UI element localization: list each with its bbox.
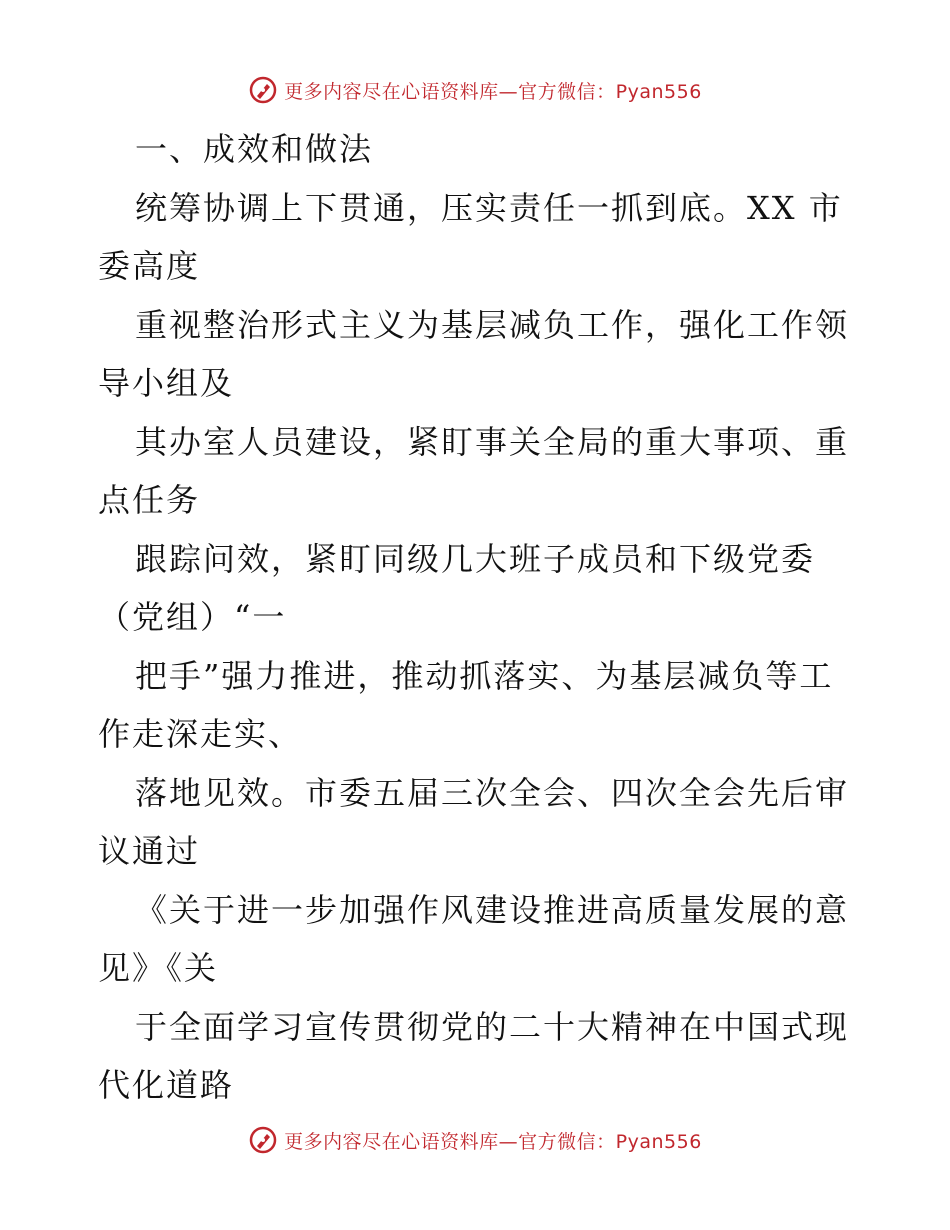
footer-banner — [0, 1120, 950, 1160]
text-line: 跟踪问效，紧盯同级几大班子成员和下级党委 — [135, 539, 816, 578]
text-line: 点任务 — [98, 481, 201, 519]
text-line: 导小组及 — [98, 364, 235, 402]
text-line: 于全面学习宣传贯彻党的二十大精神在中国式现 — [135, 1007, 850, 1046]
text-line: 代化道路 — [98, 1066, 235, 1104]
text-line: 《关于进一步加强作风建设推进高质量发展的意 — [135, 890, 850, 929]
pen-nib-logo-icon — [248, 1125, 278, 1155]
text-line: 议通过 — [98, 832, 201, 870]
header-banner-text: 更多内容尽在心语资料库—官方微信：Pyan556 — [284, 80, 702, 103]
text-line: 其办室人员建设，紧盯事关全局的重大事项、重 — [135, 422, 850, 461]
text-line: 一、成效和做法 — [135, 130, 374, 168]
pen-nib-logo-icon — [248, 75, 278, 105]
header-banner — [0, 70, 950, 110]
text-line: 把手”强力推进，推动抓落实、为基层减负等工 — [135, 656, 834, 695]
text-line: 作走深走实、 — [98, 715, 303, 753]
text-line: （党组）“一 — [98, 598, 287, 636]
text-line: 统筹协调上下贯通，压实责任一抓到底。XX 市 — [135, 188, 843, 227]
text-line: 见》《关 — [98, 949, 219, 987]
text-line: 委高度 — [98, 247, 201, 285]
footer-banner-text: 更多内容尽在心语资料库—官方微信：Pyan556 — [284, 1130, 702, 1153]
text-line: 重视整治形式主义为基层减负工作，强化工作领 — [135, 305, 850, 344]
document-body — [98, 120, 858, 1115]
text-line: 落地见效。市委五届三次全会、四次全会先后审 — [135, 773, 850, 812]
